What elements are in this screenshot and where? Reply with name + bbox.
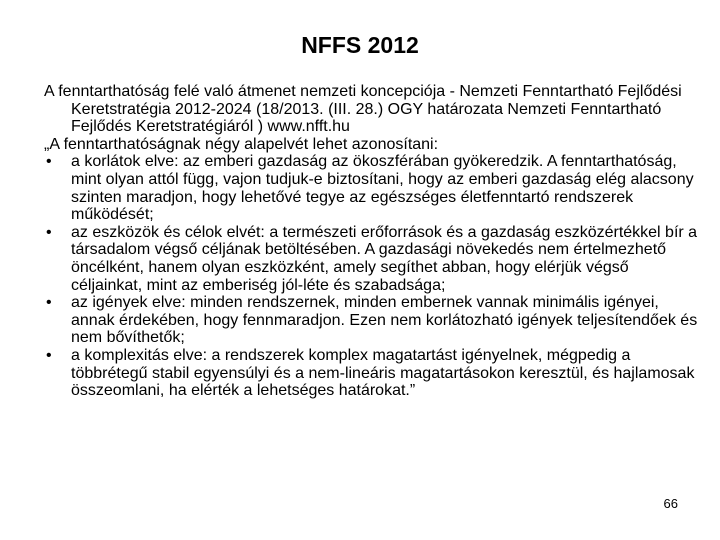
- lead-paragraph: „A fenntarthatóságnak négy alapelvét lehet azonosítani:: [44, 135, 439, 153]
- page-number: 66: [663, 496, 678, 511]
- list-item: [44, 153, 700, 223]
- principles-list: [44, 153, 700, 399]
- list-item: [44, 347, 700, 400]
- list-item: [44, 294, 700, 347]
- list-item-text: a korlátok elve: az emberi gazdaság az ökoszférában gyökeredzik. A fenntarthatóság, mint olyan attól függ, vajon tudjuk-e biztosítani, hogy az emberi gazdaság elég alacsony szinten maradjon, hogy lehetővé tegye az egészséges életfenntartó rendszerek működését;: [71, 153, 694, 224]
- list-item-text: a komplexitás elve: a rendszerek komplex magatartást igényelnek, mégpedig a többrétegű stabil egyensúlyi és a nem-lineáris magatartásokon keresztül, és hajlamosak összeomlani, ha elérték a lehetséges határokat.”: [71, 346, 695, 400]
- list-item-text: az eszközök és célok elvét: a természeti erőforrások és a gazdaság eszközértékkel bír a társadalom végső céljának betöltésében. A gazdasági növekedés nem értelmezhető öncélként, hanem olyan eszközként, amely segíthet abban, hogy elérjük végső céljainkat, mint az emberiség jól-léte és szabadsága;: [71, 223, 698, 294]
- list-item-text: az igények elve: minden rendszernek, minden embernek vannak minimális igényei, annak érdekében, hogy fennmaradjon. Ezen nem korlátozható igények teljesítendőek és nem bővíthetők;: [71, 294, 698, 347]
- bullet-icon: •: [46, 153, 52, 171]
- bullet-icon: •: [46, 223, 52, 241]
- slide-body: [44, 83, 700, 400]
- bullet-icon: •: [46, 346, 52, 364]
- intro-paragraph: A fenntarthatóság felé való átmenet nemzeti koncepciója - Nemzeti Fenntartható Fejlődési Keretstratégia 2012-2024 (18/2013. (III. 28.) OGY határozata Nemzeti Fenntartható Fejlődés Keretstratégiáról ) www.nfft.hu: [44, 83, 682, 136]
- list-item: [44, 224, 700, 294]
- slide-title: NFFS 2012: [301, 32, 419, 58]
- bullet-icon: •: [46, 294, 52, 312]
